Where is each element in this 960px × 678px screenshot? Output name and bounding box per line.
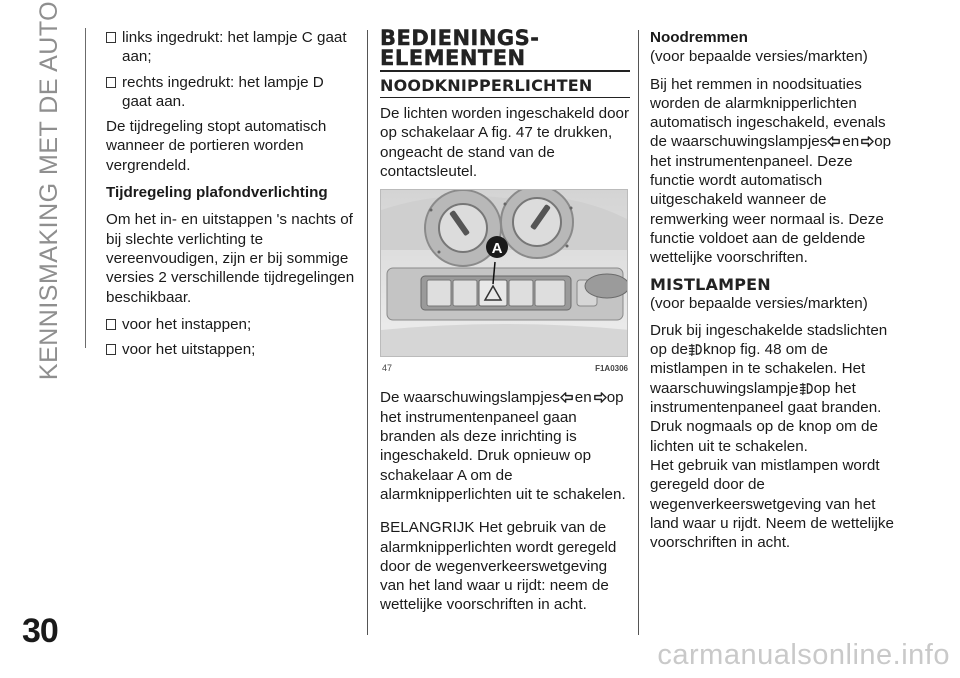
checkbox-bullet-icon: [106, 344, 116, 355]
checkbox-bullet-icon: [106, 32, 116, 43]
subheading-noodremmen: Noodremmen: [650, 29, 748, 46]
fog-light-icon: [688, 342, 703, 357]
heater-knob-right: [501, 190, 573, 258]
list-item-text: rechts ingedrukt: het lampje D gaat aan.: [122, 73, 324, 110]
list-item-text: voor het uitstappen;: [122, 341, 256, 359]
version-note: (voor bepaalde versies/markten): [650, 294, 868, 312]
text-run: Druk bij ingeschakelde stadslichten op de: [650, 321, 888, 359]
section-title-line: ELEMENTEN: [380, 46, 526, 70]
text-run: De waarschuwingslampjes: [380, 389, 560, 407]
turn-signal-right-icon: [859, 134, 874, 149]
chapter-side-title: [20, 0, 80, 380]
list-item-text: links ingedrukt: het lampje C gaat aan;: [122, 29, 347, 66]
watermark: carmanualsonline.info: [657, 639, 950, 671]
switch-row: [427, 280, 565, 306]
subsection-title: NOODKNIPPERLICHTEN: [380, 76, 593, 95]
section-title-rule: [380, 70, 630, 72]
text-run: en: [574, 389, 592, 407]
side-divider: [85, 28, 86, 348]
checkbox-bullet-icon: [106, 319, 116, 330]
text-run: op het instrumentenpaneel gaan branden als deze inrichting is ingeschakeld. Druk opnieuw op schakelaar A om de alarmknipperlichten uit te schakelen.: [380, 389, 626, 503]
figure-47-dashboard: [380, 189, 628, 357]
fog-light-icon: [799, 381, 814, 396]
paragraph: Om het in- en uitstappen 's nachts of bij slechte verlichting te vereenvoudigen, zijn er bij sommige versies 2 verschillende tijdregelingen beschikbaar.: [106, 211, 355, 306]
list-item: [106, 28, 356, 67]
list-item: [106, 73, 356, 112]
figure-number: 47: [382, 363, 393, 374]
version-note: (voor bepaalde versies/markten): [650, 48, 868, 66]
paragraph: [650, 75, 900, 268]
paragraph: Druk nogmaals op de knop om de lichten uit te schakelen.: [650, 418, 878, 455]
column-2: [380, 28, 630, 623]
important-note: BELANGRIJK Het gebruik van de alarmknipperlichten wordt geregeld door de wegenverkeerswetgeving van het land waar u rijdt: neem de wettelijke voorschriften in acht.: [380, 519, 617, 614]
column-1: [106, 28, 356, 365]
callout-a-label: A: [491, 240, 503, 258]
subsection-title: MISTLAMPEN: [650, 274, 771, 294]
subsection-title-rule: [380, 97, 630, 98]
text-run: op het instrumentenpaneel gaat branden.: [650, 379, 882, 417]
page-number: 30: [22, 612, 58, 650]
figure-code: F1A0306: [595, 364, 628, 374]
section-title-line: BEDIENINGS-: [380, 26, 540, 50]
subheading-plafondverlichting: Tijdregeling plafondverlichting: [106, 184, 328, 202]
paragraph: Het gebruik van mistlampen wordt geregeld door de wegenverkeerswetgeving van het land waar u rijdt. Neem de wettelijke voorschriften in acht.: [650, 456, 894, 552]
column-divider-2: [638, 30, 639, 635]
column-3: [650, 28, 900, 560]
text-run: knop fig. 48 om de mistlampen in te schakelen. Het waarschuwingslampje: [650, 341, 866, 397]
figure-caption: [382, 359, 628, 378]
list-item: [106, 315, 356, 334]
paragraph: De lichten worden ingeschakeld door op schakelaar A fig. 47 te drukken, ongeacht de stand van de contactsleutel.: [380, 105, 630, 180]
turn-signal-left-icon: [827, 134, 842, 149]
turn-signal-right-icon: [592, 390, 607, 405]
text-run: Bij het remmen in noodsituaties worden de alarmknipperlichten automatisch ingeschakeld, evenals de waarschuwingslampjes: [650, 75, 886, 151]
turn-signal-left-icon: [560, 390, 575, 405]
column-divider-1: [367, 30, 368, 635]
paragraph: De tijdregeling stopt automatisch wanneer de portieren worden vergrendeld.: [106, 118, 327, 174]
text-run: en: [842, 133, 860, 151]
section-title: [380, 28, 630, 68]
chapter-title-text: KENNISMAKING MET DE AUTO: [35, 0, 64, 380]
list-item: [106, 340, 356, 359]
dashboard-illustration: [381, 190, 628, 357]
list-item-text: voor het instappen;: [122, 315, 252, 333]
paragraph: [380, 388, 630, 504]
text-run: op het instrumentenpaneel. Deze functie wordt automatisch uitgeschakeld wanneer de remwerking weer normaal is. Deze functie voldoet aan de geldende wettelijke voorschriften.: [650, 133, 892, 267]
paragraph: [650, 321, 900, 417]
checkbox-bullet-icon: [106, 77, 116, 88]
